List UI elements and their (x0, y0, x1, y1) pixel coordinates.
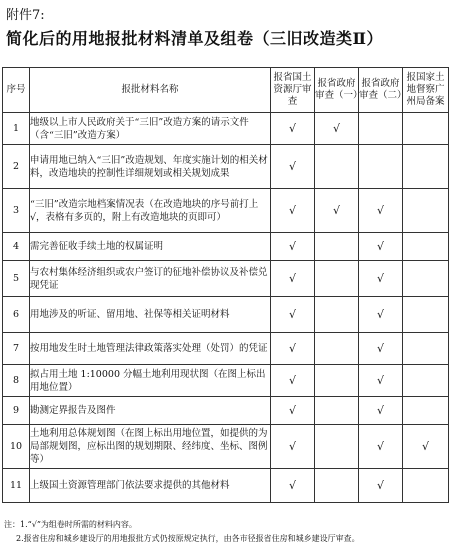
check-land-dept: √ (271, 261, 315, 297)
check-land-dept: √ (271, 333, 315, 365)
check-gov-2: √ (359, 397, 403, 425)
attachment-label: 附件7: (6, 8, 45, 23)
check-gov-1: √ (315, 113, 359, 145)
check-national-record (403, 233, 449, 261)
check-gov-1: √ (315, 189, 359, 233)
row-number: 3 (3, 189, 30, 233)
row-number: 6 (3, 297, 30, 333)
footnotes (4, 518, 360, 546)
header-no: 序号 (3, 68, 30, 113)
check-gov-2: √ (359, 365, 403, 397)
row-number: 2 (3, 145, 30, 189)
check-gov-2: √ (359, 297, 403, 333)
check-national-record (403, 113, 449, 145)
check-land-dept: √ (271, 397, 315, 425)
check-national-record (403, 333, 449, 365)
check-gov-2: √ (359, 189, 403, 233)
table-row (3, 233, 449, 261)
table-row (3, 365, 449, 397)
material-name: 地级以上市人民政府关于“三旧”改造方案的请示文件（含“三旧”改造方案） (30, 113, 271, 145)
table-row (3, 297, 449, 333)
table-row (3, 425, 449, 469)
check-gov-1 (315, 397, 359, 425)
check-national-record (403, 469, 449, 503)
page-title: 简化后的用地报批材料清单及组卷（三旧改造类Ⅱ） (6, 29, 383, 48)
check-national-record (403, 189, 449, 233)
check-national-record (403, 261, 449, 297)
row-number: 5 (3, 261, 30, 297)
table-header-row (3, 68, 449, 113)
row-number: 11 (3, 469, 30, 503)
row-number: 4 (3, 233, 30, 261)
check-national-record (403, 297, 449, 333)
header-gov-1: 报省政府审查（一） (315, 68, 359, 113)
check-gov-2: √ (359, 333, 403, 365)
row-number: 1 (3, 113, 30, 145)
materials-table (2, 67, 449, 503)
check-land-dept: √ (271, 297, 315, 333)
check-land-dept: √ (271, 365, 315, 397)
check-gov-2: √ (359, 261, 403, 297)
check-gov-2: √ (359, 425, 403, 469)
row-number: 10 (3, 425, 30, 469)
material-name: 与农村集体经济组织或农户签订的征地补偿协议及补偿兑现凭证 (30, 261, 271, 297)
material-name: 拟占用土地 1:10000 分幅土地利用现状图（在图上标出用地位置） (30, 365, 271, 397)
check-gov-2 (359, 145, 403, 189)
material-name: 土地利用总体规划图（在图上标出用地位置，如提供的为局部规划图，应标出图的规划期限、经纬度、坐标、图例等） (30, 425, 271, 469)
table-row (3, 145, 449, 189)
table-row (3, 469, 449, 503)
material-name: 上级国土资源管理部门依法要求提供的其他材料 (30, 469, 271, 503)
check-gov-1 (315, 365, 359, 397)
check-national-record (403, 145, 449, 189)
check-gov-1 (315, 145, 359, 189)
row-number: 9 (3, 397, 30, 425)
check-land-dept: √ (271, 145, 315, 189)
table-row (3, 189, 449, 233)
header-doc: 报批材料名称 (30, 68, 271, 113)
row-number: 8 (3, 365, 30, 397)
header-land-dept: 报省国土资源厅审查 (271, 68, 315, 113)
material-name: 按用地发生时土地管理法律政策落实处理（处罚）的凭证 (30, 333, 271, 365)
check-national-record: √ (403, 425, 449, 469)
check-gov-1 (315, 261, 359, 297)
check-national-record (403, 365, 449, 397)
row-number: 7 (3, 333, 30, 365)
check-gov-1 (315, 469, 359, 503)
check-gov-1 (315, 333, 359, 365)
check-land-dept: √ (271, 425, 315, 469)
table-row (3, 333, 449, 365)
check-land-dept: √ (271, 189, 315, 233)
check-gov-1 (315, 425, 359, 469)
header-gov-2: 报省政府审查（二） (359, 68, 403, 113)
check-land-dept: √ (271, 113, 315, 145)
table-row (3, 261, 449, 297)
check-gov-2: √ (359, 233, 403, 261)
material-name: 申请用地已纳入“三旧”改造规划、年度实施计划的相关材料，改造地块的控制性详细规划或相关规划成果 (30, 145, 271, 189)
check-gov-2 (359, 113, 403, 145)
table-row (3, 397, 449, 425)
footnote-1: 注：1.“√”为组卷时所需的材料内容。 (4, 520, 137, 529)
material-name: 需完善征收手续土地的权属证明 (30, 233, 271, 261)
header-national-record: 报国家土地督察广州局备案 (403, 68, 449, 113)
check-gov-1 (315, 233, 359, 261)
check-gov-1 (315, 297, 359, 333)
material-name: 勘测定界报告及图件 (30, 397, 271, 425)
check-land-dept: √ (271, 233, 315, 261)
footnote-2: 2.报省住房和城乡建设厅的用地报批方式仍按原规定执行，由各市径报省住房和城乡建设厅审查。 (16, 534, 360, 543)
table-row (3, 113, 449, 145)
check-national-record (403, 397, 449, 425)
check-land-dept: √ (271, 469, 315, 503)
check-gov-2: √ (359, 469, 403, 503)
material-name: 用地涉及的听证、留用地、社保等相关证明材料 (30, 297, 271, 333)
material-name: “三旧”改造宗地档案情况表（在改造地块的序号前打上√，表格有多页的，附上有改造地块的页即可） (30, 189, 271, 233)
